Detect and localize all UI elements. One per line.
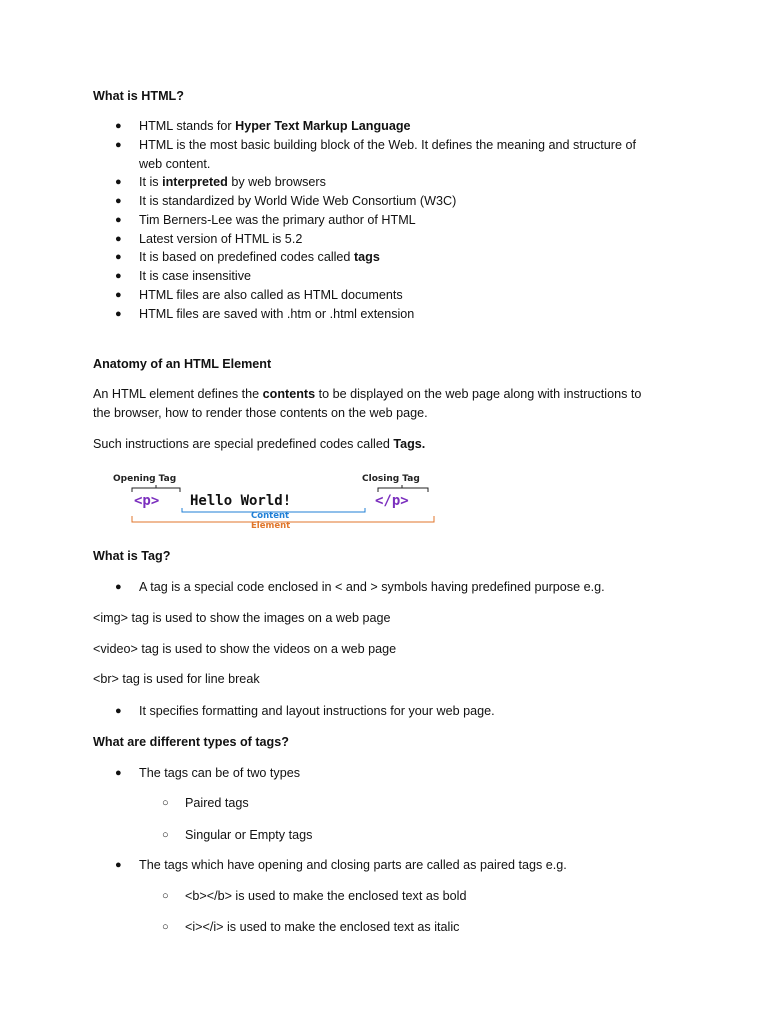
bullet-glyph: ●: [115, 176, 122, 188]
open-tag-code: <p>: [134, 493, 160, 509]
bold-text: tags: [353, 250, 380, 264]
html-fact-item: [139, 155, 210, 173]
bullet-glyph: ●: [115, 120, 122, 132]
bullet-glyph: ●: [115, 308, 122, 320]
html-fact-item: [139, 305, 414, 323]
anatomy-paragraph-line-1: [93, 385, 641, 403]
bullet-glyph: ●: [115, 251, 122, 263]
sub-bullet-glyph: ○: [162, 890, 169, 902]
heading-anatomy: Anatomy of an HTML Element: [93, 357, 272, 371]
bold-text: Tags.: [393, 437, 426, 451]
bullet-glyph: ●: [115, 195, 122, 207]
type-singular: Singular or Empty tags: [185, 828, 313, 842]
html-fact-item: [139, 117, 411, 135]
sub-bullet-glyph: ○: [162, 921, 169, 933]
text: HTML is the most basic building block of the Web. It defines the meaning and structure of: [139, 138, 637, 152]
html-fact-item: [139, 267, 251, 285]
element-label: Element: [251, 521, 291, 530]
close-tag-code: </p>: [375, 493, 409, 509]
bullet-glyph: ●: [115, 270, 122, 282]
text: Such instructions are special predefined codes called: [93, 437, 394, 451]
heading-what-is-tag: What is Tag?: [93, 549, 171, 563]
bullet-glyph: ●: [115, 767, 122, 779]
text: to be displayed on the web page along with instructions to: [315, 387, 642, 401]
bullet-glyph: ●: [115, 705, 122, 717]
html-fact-item: [139, 136, 636, 154]
html-fact-item: [139, 173, 326, 191]
text: It is standardized by World Wide Web Consortium (W3C): [139, 194, 457, 208]
types-intro: The tags can be of two types: [139, 766, 301, 780]
closing-tag-bracket: [378, 485, 428, 492]
text: web content.: [139, 157, 211, 171]
html-fact-item: [139, 286, 403, 304]
text: by web browsers: [227, 175, 326, 189]
bold-text: interpreted: [162, 175, 228, 189]
italic-tag-example: <i></i> is used to make the enclosed text as italic: [185, 920, 460, 934]
type-paired: Paired tags: [185, 796, 249, 810]
tag-formatting-line: It specifies formatting and layout instructions for your web page.: [139, 704, 495, 718]
tags-paragraph: [93, 435, 425, 453]
img-tag-line: <img> tag is used to show the images on a web page: [93, 611, 391, 625]
tag-definition: A tag is a special code enclosed in < and > symbols having predefined purpose e.g.: [139, 580, 605, 594]
anatomy-paragraph-line-2: the browser, how to render those contents on the web page.: [93, 406, 428, 420]
text: HTML files are saved with .htm or .html extension: [139, 307, 415, 321]
opening-tag-bracket: [132, 485, 180, 492]
content-code: Hello World!: [190, 493, 292, 509]
bullet-glyph: ●: [115, 139, 122, 151]
bullet-glyph: ●: [115, 859, 122, 871]
sub-bullet-glyph: ○: [162, 829, 169, 841]
bold-text: Hyper Text Markup Language: [235, 119, 411, 133]
html-fact-item: [139, 192, 456, 210]
opening-tag-label: Opening Tag: [113, 474, 177, 484]
html-fact-item: [139, 230, 302, 248]
html-element-anatomy-diagram: [110, 468, 440, 530]
text: HTML files are also called as HTML documents: [139, 288, 403, 302]
bold-text: contents: [262, 387, 316, 401]
html-fact-item: [139, 211, 416, 229]
br-tag-line: <br> tag is used for line break: [93, 672, 260, 686]
text: Latest version of HTML is 5.2: [139, 232, 303, 246]
text: HTML stands for: [139, 119, 236, 133]
text: It is: [139, 175, 163, 189]
text: It is case insensitive: [139, 269, 251, 283]
html-fact-item: [139, 248, 380, 266]
heading-types-of-tags: What are different types of tags?: [93, 735, 289, 749]
bullet-glyph: ●: [115, 214, 122, 226]
text: It is based on predefined codes called: [139, 250, 354, 264]
text: An HTML element defines the: [93, 387, 263, 401]
bullet-glyph: ●: [115, 289, 122, 301]
video-tag-line: <video> tag is used to show the videos on a web page: [93, 642, 397, 656]
closing-tag-label: Closing Tag: [362, 474, 420, 484]
text: Tim Berners-Lee was the primary author of HTML: [139, 213, 416, 227]
sub-bullet-glyph: ○: [162, 797, 169, 809]
bullet-glyph: ●: [115, 581, 122, 593]
paired-tags-definition: The tags which have opening and closing parts are called as paired tags e.g.: [139, 858, 567, 872]
heading-what-is-html: What is HTML?: [93, 89, 184, 103]
bold-tag-example: <b></b> is used to make the enclosed text as bold: [185, 889, 467, 903]
bullet-glyph: ●: [115, 233, 122, 245]
content-label: Content: [251, 511, 290, 521]
